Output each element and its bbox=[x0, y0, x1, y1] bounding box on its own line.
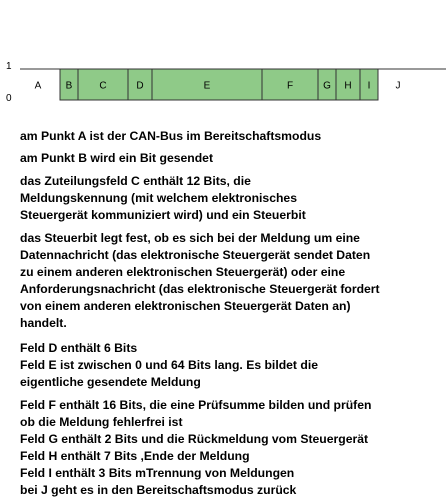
axis-label-high: 1 bbox=[6, 61, 12, 72]
can-frame-diagram bbox=[0, 56, 446, 110]
axis-label-low: 0 bbox=[6, 93, 12, 104]
idle-label-j: J bbox=[395, 80, 401, 92]
description-line-b: am Punkt B wird ein Bit gesendet bbox=[20, 151, 214, 165]
field-label-d: D bbox=[136, 80, 144, 92]
description-fields-d-e: Feld D enthält 6 Bits Feld E ist zwischen 0 und 64 Bits lang. Es bildet die eigentliche gesendete Meldung bbox=[20, 341, 318, 389]
description-fields-f-j: Feld F enthält 16 Bits, die eine Prüfsumme bilden und prüfen ob die Meldung fehlerfrei ist Feld G enthält 2 Bits und die Rückmeldung vom Steuergerät Feld H enthält 7 Bits ,Ende der Meldung Feld I enthält 3 Bits mTrennung von Meldungen bei J geht es in den Bereitschaftsmodus zurück bbox=[20, 398, 372, 497]
field-label-i: I bbox=[367, 80, 371, 92]
field-label-h: H bbox=[344, 80, 352, 92]
field-label-e: E bbox=[203, 80, 211, 92]
description-line-a: am Punkt A ist der CAN-Bus im Bereitschaftsmodus bbox=[20, 129, 322, 143]
field-label-f: F bbox=[286, 80, 294, 92]
field-label-b: B bbox=[65, 80, 73, 92]
description-control-bit: das Steuerbit legt fest, ob es sich bei der Meldung um eine Datennachricht (das elektronische Steuergerät sendet Daten zu einem anderen elektronischen Steuergerät) oder eine Anforderungsnachricht (das elektronische Steuergerät fordert von einem anderen elektronischen Steuergerät Daten an) handelt. bbox=[20, 231, 380, 330]
field-label-c: C bbox=[99, 80, 107, 92]
idle-label-a: A bbox=[34, 80, 42, 92]
field-label-g: G bbox=[323, 80, 331, 92]
description-field-c: das Zuteilungsfeld C enthält 12 Bits, die Meldungskennung (mit welchem elektronisches Steuergerät kommuniziert wird) und ein Steuerbit bbox=[20, 174, 306, 222]
